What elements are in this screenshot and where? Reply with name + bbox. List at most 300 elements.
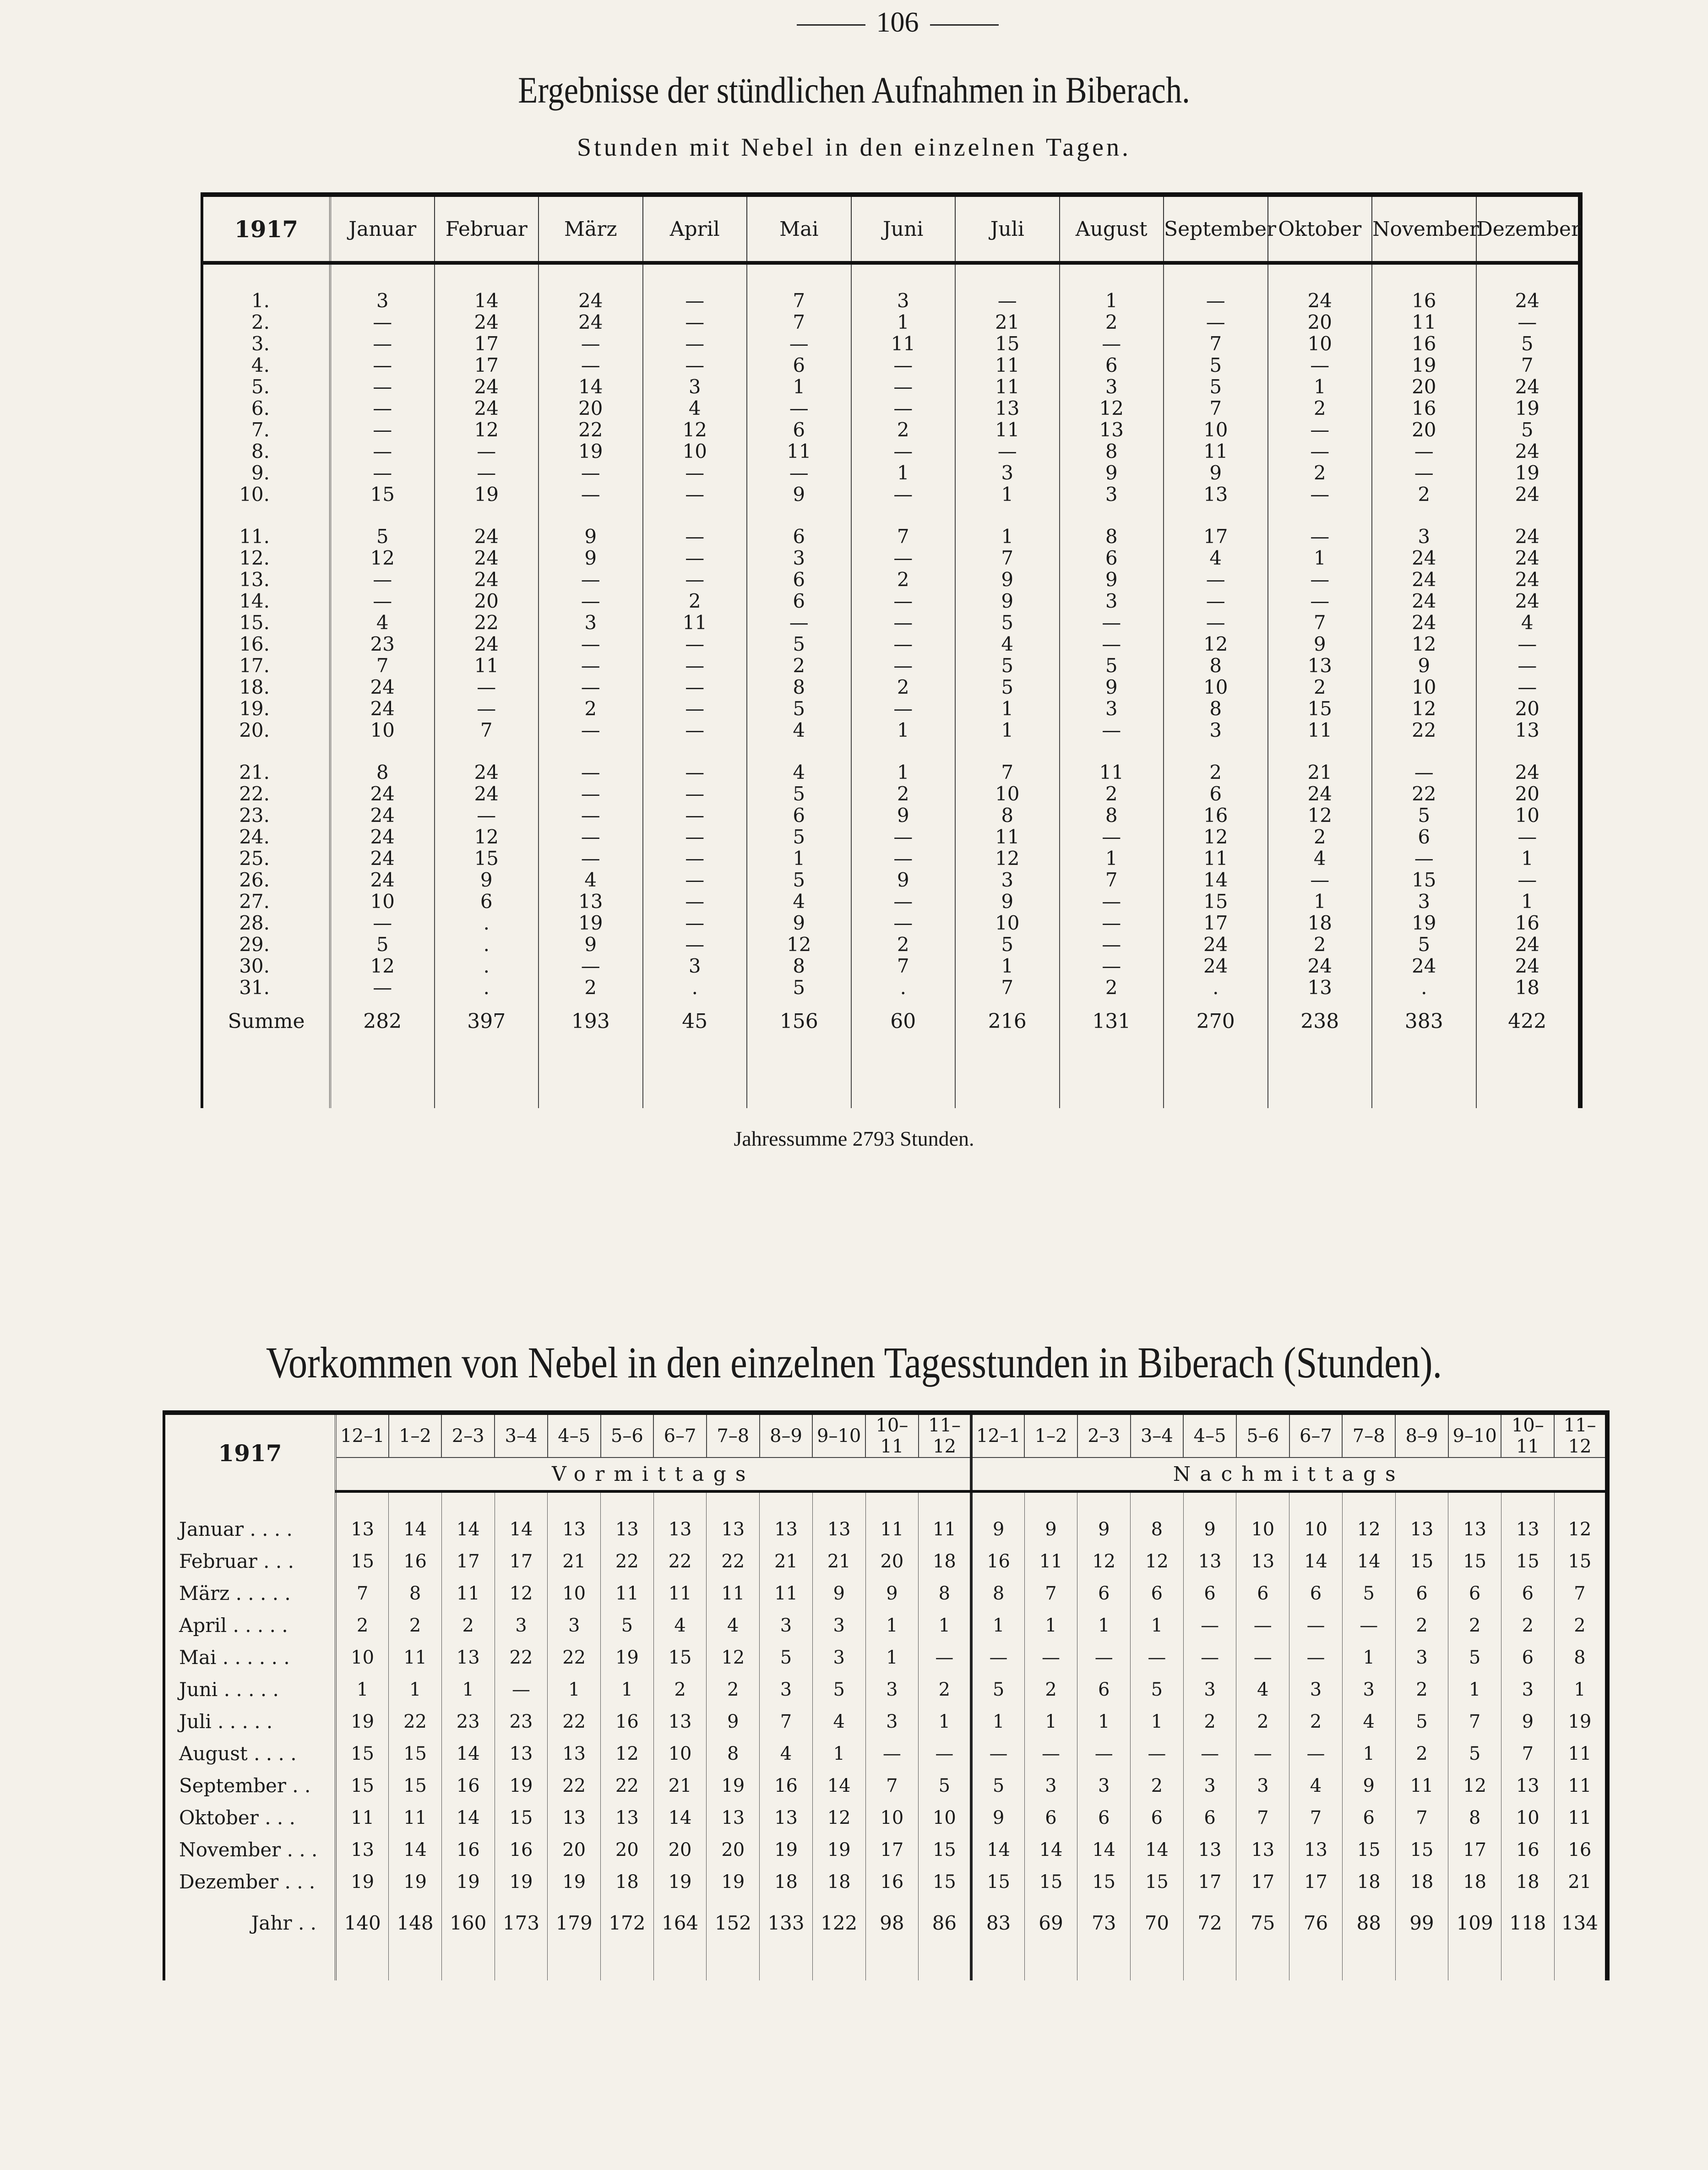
fog-hours-cell: 12 [1268, 805, 1372, 826]
fog-hours-cell: 11 [643, 612, 747, 633]
fog-hours-cell: 1 [1476, 891, 1581, 912]
fog-hours-cell: 24 [330, 848, 435, 869]
am-hours-cell: 13 [601, 1802, 654, 1834]
day-label: 2. [202, 311, 330, 333]
fog-hours-cell: 11 [1164, 441, 1268, 462]
day-label: 22. [202, 783, 330, 805]
table1-title: Ergebnisse der stündlichen Aufnahmen in Biberach. [518, 69, 1190, 111]
fog-hours-cell: 3 [1060, 484, 1164, 505]
fog-hours-cell: 1 [1060, 848, 1164, 869]
hour-header: 7–8 [1342, 1413, 1395, 1458]
sum-cell: 397 [435, 998, 539, 1044]
fog-hours-cell: 20 [1476, 783, 1581, 805]
hour-header: 5–6 [601, 1413, 654, 1458]
fog-hours-cell: 20 [435, 590, 539, 612]
fog-hours-cell: — [1268, 354, 1372, 376]
fog-hours-cell: 24 [1268, 783, 1372, 805]
am-hours-cell: 19 [495, 1770, 548, 1802]
am-hours-cell: 179 [548, 1898, 601, 1948]
fog-hours-cell: 6 [747, 526, 851, 547]
table-row [202, 783, 1580, 805]
fog-hours-cell: 1 [955, 698, 1060, 719]
pm-hours-cell: 3 [1236, 1770, 1289, 1802]
am-hours-cell: 3 [865, 1674, 919, 1706]
fog-hours-cell: 12 [330, 955, 435, 977]
am-hours-cell: 17 [495, 1545, 548, 1577]
fog-hours-cell: 24 [1476, 934, 1581, 955]
fog-hours-cell: — [643, 462, 747, 484]
am-hours-cell: 13 [812, 1513, 865, 1545]
fog-hours-cell: 12 [330, 547, 435, 569]
pm-hours-cell: 7 [1289, 1802, 1343, 1834]
fog-hours-cell: 17 [435, 333, 539, 354]
pm-hours-cell: 1 [1077, 1706, 1131, 1738]
fog-hours-cell: — [330, 397, 435, 419]
pm-hours-cell: 73 [1077, 1898, 1131, 1948]
fog-hours-cell: 13 [1268, 977, 1372, 998]
fog-hours-cell: 19 [1372, 912, 1476, 934]
month-header: Oktober [1268, 195, 1372, 263]
fog-hours-cell: 6 [1164, 783, 1268, 805]
fog-hours-cell: 7 [1476, 354, 1581, 376]
pm-hours-cell: 11 [1554, 1738, 1607, 1770]
pm-hours-cell: 5 [1131, 1674, 1184, 1706]
table-row [202, 848, 1580, 869]
fog-hours-cell: — [1476, 655, 1581, 676]
pm-hours-cell: 10 [1501, 1802, 1554, 1834]
fog-hours-cell: 3 [1060, 590, 1164, 612]
fog-hours-cell: 24 [330, 869, 435, 891]
fog-hours-cell: 13 [1164, 484, 1268, 505]
fog-hours-cell: — [330, 590, 435, 612]
fog-hours-cell: — [747, 397, 851, 419]
fog-hours-cell: 24 [1476, 484, 1581, 505]
fog-hours-cell: 2 [1268, 676, 1372, 698]
sum-cell: 270 [1164, 998, 1268, 1044]
pm-hours-cell: — [1342, 1610, 1395, 1642]
pm-hours-cell: 3 [1024, 1770, 1077, 1802]
fog-hours-cell: — [955, 441, 1060, 462]
table1-subtitle: Stunden mit Nebel in den einzelnen Tagen. [577, 133, 1131, 162]
table-row [202, 311, 1580, 333]
fog-hours-cell: 1 [747, 848, 851, 869]
day-label: 18. [202, 676, 330, 698]
fog-hours-cell: — [851, 441, 956, 462]
am-hours-cell: 2 [441, 1610, 495, 1642]
fog-hours-cell: — [851, 655, 956, 676]
am-hours-cell: 20 [653, 1834, 707, 1866]
fog-hours-cell: 5 [955, 934, 1060, 955]
am-hours-cell: 19 [601, 1642, 654, 1674]
fog-hours-cell: 1 [955, 955, 1060, 977]
pm-hours-cell: 18 [1501, 1866, 1554, 1898]
pm-hours-cell: — [1289, 1642, 1343, 1674]
am-hours-cell: 19 [441, 1866, 495, 1898]
fog-hours-cell: 12 [643, 419, 747, 441]
fog-hours-cell: — [851, 826, 956, 848]
pm-hours-cell: 9 [1077, 1513, 1131, 1545]
fog-hours-cell: 3 [851, 290, 956, 311]
fog-hours-cell: — [539, 805, 643, 826]
table-row [202, 547, 1580, 569]
fog-hours-cell: — [643, 354, 747, 376]
pm-hours-cell: 16 [971, 1545, 1024, 1577]
am-hours-cell: 7 [336, 1577, 389, 1610]
fog-hours-cell: — [851, 484, 956, 505]
month-header: November [1372, 195, 1476, 263]
fog-hours-cell: 2 [1060, 311, 1164, 333]
month-header: Januar [330, 195, 435, 263]
fog-hours-cell: — [851, 633, 956, 655]
pm-hours-cell: 11 [1554, 1802, 1607, 1834]
fog-hours-cell: 8 [747, 676, 851, 698]
pm-hours-cell: — [1024, 1642, 1077, 1674]
fog-hours-cell: 5 [747, 698, 851, 719]
month-label: Juli . . . . . [164, 1706, 336, 1738]
fog-hours-cell: — [539, 955, 643, 977]
fog-hours-cell: 10 [1164, 676, 1268, 698]
fog-hours-cell: 9 [747, 484, 851, 505]
fog-hours-cell: 24 [1476, 290, 1581, 311]
pm-hours-cell: 14 [1077, 1834, 1131, 1866]
fog-hours-cell: — [851, 590, 956, 612]
fog-hours-cell: — [1060, 912, 1164, 934]
hour-header: 10–11 [1501, 1413, 1554, 1458]
pm-hours-cell: 3 [1501, 1674, 1554, 1706]
fog-hours-cell: 5 [747, 633, 851, 655]
sum-cell: 422 [1476, 998, 1581, 1044]
table-row [202, 462, 1580, 484]
fog-hours-cell: 24 [435, 569, 539, 590]
fog-hours-cell: 7 [955, 977, 1060, 998]
fog-hours-cell: 24 [1268, 955, 1372, 977]
fog-hours-cell: 1 [851, 311, 956, 333]
pm-hours-cell: — [1183, 1738, 1236, 1770]
am-hours-cell: — [919, 1738, 972, 1770]
pm-hours-cell: 109 [1448, 1898, 1501, 1948]
fog-hours-cell: 13 [1060, 419, 1164, 441]
day-label: 30. [202, 955, 330, 977]
pm-hours-cell: 5 [971, 1770, 1024, 1802]
table-row [202, 676, 1580, 698]
am-hours-cell: 13 [548, 1802, 601, 1834]
table-row [202, 612, 1580, 633]
pm-hours-cell: 2 [1395, 1610, 1448, 1642]
fog-hours-cell: 21 [955, 311, 1060, 333]
fog-hours-cell: 10 [1372, 676, 1476, 698]
table2-year-label: 1917 [164, 1413, 336, 1491]
fog-hours-cell: — [643, 333, 747, 354]
am-hours-cell: 13 [601, 1513, 654, 1545]
am-hours-cell: 15 [653, 1642, 707, 1674]
pm-hours-cell: 18 [1395, 1866, 1448, 1898]
am-hours-cell: — [865, 1738, 919, 1770]
pm-hours-cell: 3 [1395, 1642, 1448, 1674]
am-hours-cell: 11 [389, 1642, 442, 1674]
table-row [202, 290, 1580, 311]
am-hours-cell: 18 [601, 1866, 654, 1898]
fog-hours-cell: 13 [955, 397, 1060, 419]
pm-hours-cell: 5 [1395, 1706, 1448, 1738]
fog-hours-cell: 4 [747, 719, 851, 741]
fog-hours-cell: 5 [747, 826, 851, 848]
day-label: 12. [202, 547, 330, 569]
pm-hours-cell: 1 [1448, 1674, 1501, 1706]
fog-hours-cell: — [1060, 934, 1164, 955]
fog-hours-cell: — [435, 805, 539, 826]
pm-hours-cell: 21 [1554, 1866, 1607, 1898]
fog-hours-cell: 2 [747, 655, 851, 676]
pm-hours-cell: 16 [1554, 1834, 1607, 1866]
month-label: Oktober . . . [164, 1802, 336, 1834]
fog-hours-cell: 12 [1164, 633, 1268, 655]
fog-hours-cell: 1 [747, 376, 851, 397]
am-hours-cell: 11 [760, 1577, 813, 1610]
fog-hours-cell: 2 [1060, 977, 1164, 998]
am-hours-cell: 13 [548, 1738, 601, 1770]
table-row [202, 484, 1580, 505]
am-hours-cell: 15 [389, 1770, 442, 1802]
fog-hours-cell: 7 [1060, 869, 1164, 891]
pm-hours-cell: 8 [1131, 1513, 1184, 1545]
fog-hours-cell: . [435, 955, 539, 977]
pm-hours-cell: 6 [1077, 1802, 1131, 1834]
pm-hours-cell: 99 [1395, 1898, 1448, 1948]
pm-hours-cell: 2 [1554, 1610, 1607, 1642]
am-hours-cell: 19 [812, 1834, 865, 1866]
am-hours-cell: 23 [441, 1706, 495, 1738]
am-hours-cell: 16 [389, 1545, 442, 1577]
fog-hours-cell: 2 [851, 569, 956, 590]
pm-hours-cell: 6 [1395, 1577, 1448, 1610]
fog-hours-cell: 19 [1476, 397, 1581, 419]
am-hours-cell: 22 [495, 1642, 548, 1674]
pm-hours-cell: 14 [1342, 1545, 1395, 1577]
fog-hours-cell: 24 [435, 633, 539, 655]
pm-hours-cell: 9 [971, 1802, 1024, 1834]
am-hours-cell: 13 [336, 1834, 389, 1866]
fog-hours-cell: 24 [1372, 547, 1476, 569]
fog-hours-cell: 7 [1164, 333, 1268, 354]
am-hours-cell: 5 [760, 1642, 813, 1674]
fog-hours-cell: — [643, 655, 747, 676]
fog-hours-cell: — [330, 419, 435, 441]
table-row [202, 719, 1580, 741]
fog-hours-cell: — [539, 569, 643, 590]
fog-hours-cell: 24 [435, 547, 539, 569]
fog-hours-cell: — [435, 441, 539, 462]
fog-hours-cell: 9 [539, 526, 643, 547]
table-row [202, 633, 1580, 655]
pm-hours-cell: 14 [971, 1834, 1024, 1866]
month-header: August [1060, 195, 1164, 263]
hour-header: 9–10 [1448, 1413, 1501, 1458]
month-header: Juni [851, 195, 956, 263]
am-hours-cell: 3 [760, 1610, 813, 1642]
am-hours-cell: 22 [389, 1706, 442, 1738]
pm-hours-cell: 2 [1395, 1738, 1448, 1770]
fog-hours-cell: — [539, 676, 643, 698]
pm-hours-cell: 83 [971, 1898, 1024, 1948]
month-header: Dezember [1476, 195, 1581, 263]
am-hours-cell: 20 [601, 1834, 654, 1866]
pm-hours-cell: 13 [1236, 1545, 1289, 1577]
hour-header: 3–4 [1131, 1413, 1184, 1458]
am-hours-cell: 12 [707, 1642, 760, 1674]
fog-hours-cell: — [955, 290, 1060, 311]
pm-hours-cell: 17 [1236, 1866, 1289, 1898]
table-row [202, 761, 1580, 783]
pm-hours-cell: 5 [1448, 1738, 1501, 1770]
pm-hours-cell: 9 [1024, 1513, 1077, 1545]
pm-hours-cell: 15 [1501, 1545, 1554, 1577]
pm-hours-cell: 10 [1236, 1513, 1289, 1545]
fog-hours-cell: 24 [435, 376, 539, 397]
am-hours-cell: 15 [389, 1738, 442, 1770]
fog-hours-cell: — [851, 698, 956, 719]
fog-hours-cell: — [643, 826, 747, 848]
table-row [164, 1866, 1607, 1898]
am-hours-cell: 11 [336, 1802, 389, 1834]
month-label: August . . . . [164, 1738, 336, 1770]
fog-hours-cell: — [643, 783, 747, 805]
fog-hours-cell: 2 [851, 676, 956, 698]
fog-hours-cell: 12 [1060, 397, 1164, 419]
pm-hours-cell: 2 [1131, 1770, 1184, 1802]
fog-hours-cell: 12 [747, 934, 851, 955]
month-label: Jahr . . [164, 1898, 336, 1948]
am-hours-cell: 19 [707, 1770, 760, 1802]
fog-hours-cell: — [643, 633, 747, 655]
am-hours-cell: 18 [760, 1866, 813, 1898]
hour-header: 6–7 [653, 1413, 707, 1458]
pm-hours-cell: — [1183, 1610, 1236, 1642]
month-header: September [1164, 195, 1268, 263]
fog-hours-cell: 7 [955, 761, 1060, 783]
fog-hours-cell: — [1476, 311, 1581, 333]
fog-hours-cell: — [539, 826, 643, 848]
hour-header: 12–1 [336, 1413, 389, 1458]
day-label: 10. [202, 484, 330, 505]
am-hours-cell: 13 [653, 1706, 707, 1738]
fog-hours-cell: 15 [435, 848, 539, 869]
pm-hours-cell: 11 [1024, 1545, 1077, 1577]
fog-hours-cell: 11 [955, 826, 1060, 848]
fog-hours-cell: 24 [1476, 590, 1581, 612]
am-hours-cell: 10 [653, 1738, 707, 1770]
pm-hours-cell: 12 [1342, 1513, 1395, 1545]
pm-hours-cell: 11 [1554, 1770, 1607, 1802]
fog-hours-cell: 15 [1268, 698, 1372, 719]
fog-hours-cell: 1 [851, 761, 956, 783]
pm-hours-cell: 7 [1501, 1738, 1554, 1770]
am-hours-cell: 8 [707, 1738, 760, 1770]
fog-hours-cell: 20 [1372, 419, 1476, 441]
fog-hours-cell: 7 [435, 719, 539, 741]
fog-hours-cell: 9 [1268, 633, 1372, 655]
fog-hours-cell: 3 [1372, 526, 1476, 547]
pm-hours-cell: 76 [1289, 1898, 1343, 1948]
pm-hours-cell: 6 [1131, 1802, 1184, 1834]
table-row [164, 1770, 1607, 1802]
am-hours-cell: 19 [548, 1866, 601, 1898]
fog-hours-cell: — [435, 698, 539, 719]
fog-hours-cell: 2 [1372, 484, 1476, 505]
am-hours-cell: 15 [919, 1866, 972, 1898]
pm-hours-cell: 9 [1501, 1706, 1554, 1738]
pm-hours-cell: 4 [1342, 1706, 1395, 1738]
fog-hours-cell: — [1372, 761, 1476, 783]
fog-hours-cell: 14 [539, 376, 643, 397]
pm-hours-cell: 134 [1554, 1898, 1607, 1948]
fog-hours-cell: 11 [955, 419, 1060, 441]
month-header: Februar [435, 195, 539, 263]
pm-hours-cell: 1 [1024, 1706, 1077, 1738]
am-hours-cell: 1 [548, 1674, 601, 1706]
hour-header: 11–12 [1554, 1413, 1607, 1458]
hour-header: 3–4 [495, 1413, 548, 1458]
am-hours-cell: 14 [389, 1513, 442, 1545]
pm-hours-cell: 2 [1024, 1674, 1077, 1706]
month-label: November . . . [164, 1834, 336, 1866]
day-label: 20. [202, 719, 330, 741]
fog-hours-cell: 24 [539, 311, 643, 333]
fog-hours-cell: 12 [435, 419, 539, 441]
fog-hours-cell: 7 [747, 311, 851, 333]
pm-hours-cell: 1 [1077, 1610, 1131, 1642]
fog-hours-cell: — [539, 484, 643, 505]
am-hours-cell: 2 [389, 1610, 442, 1642]
am-hours-cell: 1 [919, 1610, 972, 1642]
fog-hours-cell: 10 [330, 719, 435, 741]
fog-hours-cell: — [539, 761, 643, 783]
pm-hours-cell: 19 [1554, 1706, 1607, 1738]
fog-hours-cell: 10 [643, 441, 747, 462]
am-hours-cell: 2 [707, 1674, 760, 1706]
fog-hours-cell: 9 [955, 590, 1060, 612]
fog-hours-cell: 5 [955, 655, 1060, 676]
table-row [164, 1738, 1607, 1770]
am-hours-cell: 164 [653, 1898, 707, 1948]
fog-hours-cell: 24 [1476, 761, 1581, 783]
fog-hours-cell: 9 [1060, 676, 1164, 698]
month-label: Februar . . . [164, 1545, 336, 1577]
pm-hours-cell: 15 [1554, 1545, 1607, 1577]
am-hours-cell: 7 [760, 1706, 813, 1738]
fog-hours-cell: 16 [1372, 397, 1476, 419]
am-hours-cell: 1 [601, 1674, 654, 1706]
table-row [202, 333, 1580, 354]
am-hours-cell: 14 [441, 1738, 495, 1770]
fog-hours-cell: — [643, 719, 747, 741]
fog-hours-cell: 24 [435, 526, 539, 547]
pm-hours-cell: — [1236, 1738, 1289, 1770]
sum-cell: 131 [1060, 998, 1164, 1044]
fog-hours-cell: 3 [1060, 698, 1164, 719]
fog-hours-cell: 1 [955, 526, 1060, 547]
am-hours-cell: 14 [441, 1802, 495, 1834]
fog-hours-cell: 22 [1372, 783, 1476, 805]
am-hours-cell: 12 [601, 1738, 654, 1770]
pm-hours-cell: 6 [1448, 1577, 1501, 1610]
fog-hours-cell: — [1164, 569, 1268, 590]
pm-hours-cell: 12 [1077, 1545, 1131, 1577]
fog-hours-cell: 6 [747, 419, 851, 441]
fog-hours-cell: 19 [1372, 354, 1476, 376]
fog-hours-cell: 17 [435, 354, 539, 376]
pm-hours-cell: — [1131, 1738, 1184, 1770]
am-hours-cell: 5 [919, 1770, 972, 1802]
